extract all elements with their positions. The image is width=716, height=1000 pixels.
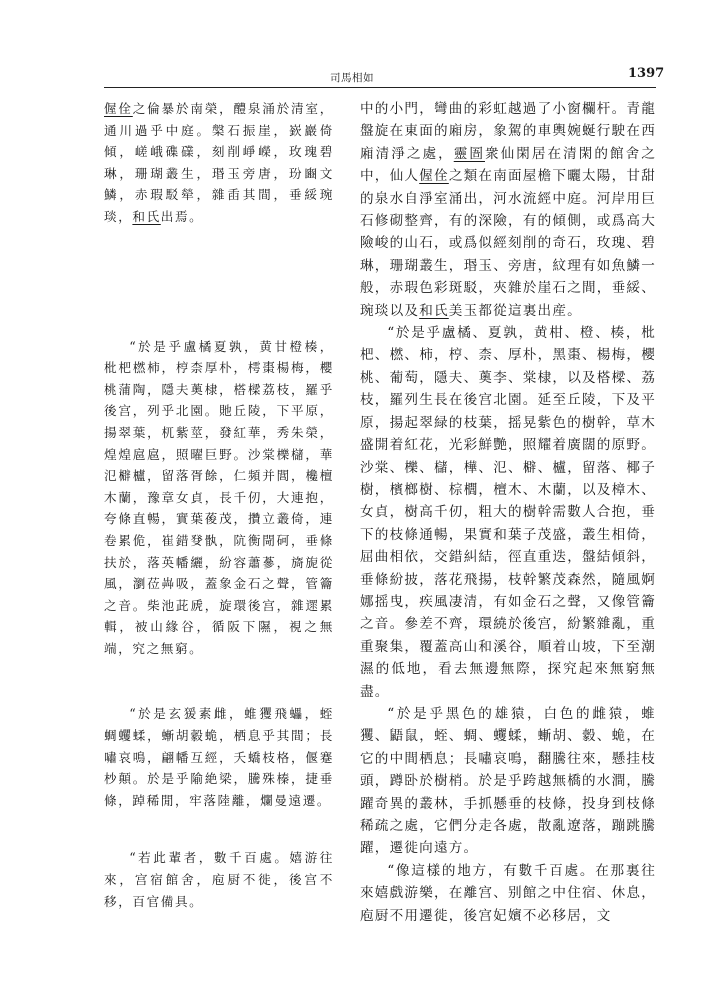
text-run: 中的小門，彎曲的彩虹越過了小窗欄杆。青龍盤旋在東面的廂房，象駕的車輿婉蜒行駛在西廂清淨之處， [360,101,656,162]
running-header-title: 司馬相如 [330,72,374,84]
paragraph-spacer [104,811,334,847]
translation-paragraph-4: “像這樣的地方，有數千百處。在那裏往來嬉戲游樂，在離宫、别館之中住宿、休息，庖厨不用遷徙，後宫妃嬪不必移居，文 [360,862,656,924]
header-divider [104,87,656,88]
page-number: 1397 [628,66,665,81]
underlined-proper-name: 靈圄 [453,145,485,162]
translation-paragraph-3: “於是乎黑色的雄猿，白色的雌猿，蜼玃、鼯鼠，蛭、蜩、蠼蝚，螹胡、豰、蛫，在它的中間栖息；長嘯哀鳴，翻騰往來，懸挂枝頭，蹲卧於樹梢。於是乎跨越無橋的水澗，騰躍奇異的叢林，手抓懸垂的枝條，投身到枝條稀疏之處，它們分走各處，散亂遼落，蹦跳騰躍，遷徙向遠方。 [360,705,656,857]
text-run: 出焉。 [160,208,204,224]
classical-paragraph-2: “於是乎盧橘夏孰，黄甘橙楱，枇杷橪柿，梈柰厚朴，樗棗楊梅，櫻桃蒲陶，隱夫薁棣，榙樑荔枝，羅乎後宫，列乎北園。貤丘陵，下平原，揚翠葉，杌紫莖，發紅華，秀朱榮，煌煌扈扈，照曜巨野。沙棠櫟櫧，華氾檘櫨，留落胥餘，仁頻并閭，欃檀木蘭，豫章女貞，長千仞，大連抱，夸條直暢，實葉葰茂，攢立叢倚，連卷累佹，崔錯癹骫，阬衡閜砢，垂條扶於，落英幡纚，紛容蕭蔘，旖旎從風，瀏莅芔吸，蓋象金石之聲，管籥之音。柴池茈虒，旋環後宫，雜遝累輯，被山緣谷，循阪下隰，視之無端，究之無窮。 [104,338,334,656]
underlined-proper-name: 偓佺 [419,168,449,185]
underlined-proper-name: 和氏 [419,302,449,319]
underlined-proper-name: 偓佺 [104,101,133,116]
translation-paragraph-1 [360,98,656,322]
classical-paragraph-1 [104,98,334,228]
translation-paragraph-2: “於是乎盧橘、夏孰，黄柑、橙、楱，枇杷、橪、柿，梈、柰、厚朴，黑棗、楊梅，櫻桃、葡萄，隱夫、薁李、棠棣，以及榙樑、荔枝，羅列生長在後宫北園。延至丘陵，下及平原，揚起翠緑的枝葉，摇晃紫色的樹幹，草木盛開着紅花，光彩鮮艷，照耀着廣闊的原野。沙棠、櫟、櫧，樺、氾、檘、櫨，留落、椰子樹，檳榔樹、棕櫚，檀木、木蘭，以及樟木、女貞，樹高千仞，粗大的樹幹需數人合抱，垂下的枝條通暢，果實和葉子茂盛，叢生相倚，屈曲相依，交錯糾結，徑直重迭，盤結傾斜，垂條紛披，落花飛揚，枝幹繁茂森然，隨風婀娜摇曳，疾風凄清，有如金石之聲，又像管籥之音。參差不齊，環繞於後宫，紛繁雜亂，重重聚集，覆蓋高山和溪谷，順着山坡，下至潮濕的低地，看去無邊無際，探究起來無窮無盡。 [360,325,656,700]
text-run: 美玉都從這裏出産。 [448,302,582,319]
text-run: 之類在南面屋檐下曬太陽，甘甜的泉水自淨室涌出，河水流經中庭。河岸用巨石修砌整齊，有的深險，有的傾側，或爲高大險峻的山石，或爲似經刻削的奇石，玫瑰、碧琳，珊瑚叢生，瑉玉、旁唐，紋理有如魚鱗一般，赤瑕色彩斑駁，夾雜於崖石之間，垂綏、琬琰以及 [360,168,656,319]
paragraph-spacer [104,228,334,336]
classical-text-column [104,98,334,912]
paragraph-spacer [104,659,334,703]
underlined-proper-name: 和氏 [132,208,161,224]
classical-paragraph-4: “若此輩者，數千百處。嬉游往來，宫宿館舍，庖厨不徙，後宫不移，百官備具。 [104,850,334,909]
text-run: 之倫暴於南榮，醴泉涌於清室，通川過乎中庭。槃石振崖，嶔巖倚傾，嵯峨磼礏，刻削崢嶸，玫瑰碧琳，珊瑚叢生，瑉玉旁唐，玢豳文鱗，赤瑕駁犖，雜臿其間，垂綏琬琰， [104,101,334,224]
classical-paragraph-3: “於是玄猨素雌，蜼玃飛蠝，蛭蜩蠼蝚，螹胡豰蛫，栖息乎其間；長嘯哀鳴，翩幡互經，夭蟜枝格，偃蹇杪顛。於是乎隃絶梁，騰殊榛，捷垂條，踔稀閒，牢落陸離，爛曼遠遷。 [104,706,334,808]
translation-text-column [360,98,656,927]
text-run: 衆仙閑居在清閑的館舍之中，仙人 [360,145,656,185]
